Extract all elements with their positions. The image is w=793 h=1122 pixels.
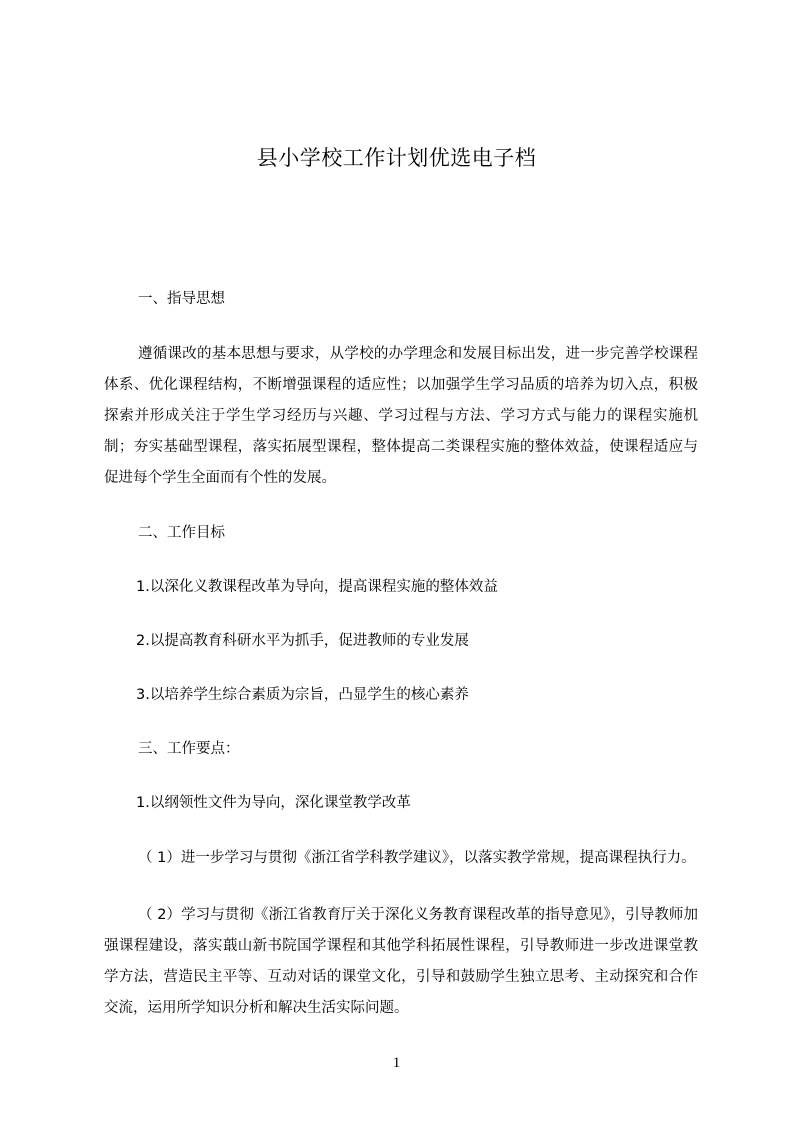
section-heading-work-goals: 二、工作目标 [138,525,225,541]
work-goal-item-2: 2.以提高教育科研水平为抓手，促进教师的专业发展 [136,633,469,649]
document-body [104,285,698,1024]
work-goal-item-3: 3.以培养学生综合素质为宗旨，凸显学生的核心素养 [136,687,469,703]
page-number: 1 [392,1055,401,1071]
document-title: 县小学校工作计划优选电子档 [256,146,537,170]
guiding-ideology-paragraph: 遵循课改的基本思想与要求，从学校的办学理念和发展目标出发，进一步完善学校课程体系、优化课程结构，不断增强课程的适应性；以加强学生学习品质的培养为切入点，积极探索并形成关注于学生学习经历与兴趣、学习过程与方法、学习方式与能力的课程实施机制；夯实基础型课程，落实拓展型课程，整体提高二类课程实施的整体效益，使课程适应与促进每个学生全面而有个性的发展。 [104,346,698,486]
work-point-item-1: 1.以纲领性文件为导向，深化课堂教学改革 [136,795,411,811]
work-point-paragraph-1: （ 1）进一步学习与贯彻《浙江省学科教学建议》，以落实教学常规，提高课程执行力。 [138,850,696,866]
section-heading-work-points: 三、工作要点： [138,741,240,757]
section-heading-guiding-ideology: 一、指导思想 [138,291,225,307]
work-point-paragraph-2: （ 2）学习与贯彻《浙江省教育厅关于深化义务教育课程改革的指导意见》，引导教师加强课程建设，落实蕺山新书院国学课程和其他学科拓展性课程，引导教师进一步改进课堂教学方法，营造民主平等、互动对话的课堂文化，引导和鼓励学生独立思考、主动探究和合作交流，运用所学知识分析和解决生活实际问题。 [104,907,698,1016]
work-goal-item-1: 1.以深化义教课程改革为导向，提高课程实施的整体效益 [136,579,498,595]
